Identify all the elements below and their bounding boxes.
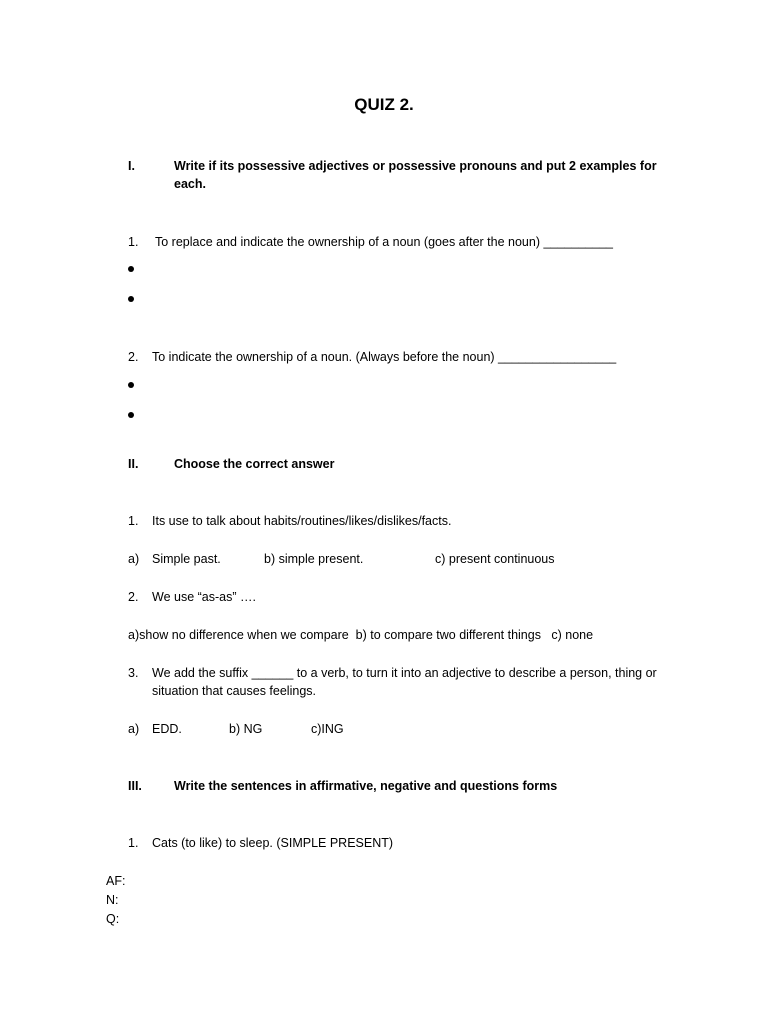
section-2-question-2-number: 2. [128, 590, 139, 604]
bullet-point [128, 266, 134, 272]
section-3-heading: Write the sentences in affirmative, negative and questions forms [174, 779, 558, 793]
section-2-numeral: II. [128, 457, 139, 471]
section-2-question-1-text: Its use to talk about habits/routines/likes/dislikes/facts. [152, 514, 452, 528]
section-1-question-2-text: To indicate the ownership of a noun. (Always before the noun) _________________ [152, 350, 617, 364]
section-1-question-1-text: To replace and indicate the ownership of a noun (goes after the noun) __________ [155, 235, 613, 249]
section-1-question-1-number: 1. [128, 235, 139, 249]
negative-label: N: [106, 893, 119, 907]
section-2-question-1-number: 1. [128, 514, 139, 528]
section-1-numeral: I. [128, 159, 135, 173]
section-3-question-1-text: Cats (to like) to sleep. (SIMPLE PRESENT) [152, 836, 394, 850]
section-2-heading: Choose the correct answer [174, 457, 335, 471]
section-1-question-2-number: 2. [128, 350, 139, 364]
section-2-question-3-number: 3. [128, 666, 139, 680]
bullet-point [128, 382, 134, 388]
section-3-numeral: III. [128, 779, 142, 793]
option-a: EDD. [152, 722, 182, 736]
bullet-point [128, 296, 134, 302]
question-label: Q: [106, 912, 120, 926]
option-b: b) simple present. [264, 552, 364, 566]
bullet-point [128, 412, 134, 418]
section-1-heading: Write if its possessive adjectives or possessive pronouns and put 2 examples for each. [174, 159, 657, 191]
section-3-question-1-number: 1. [128, 836, 139, 850]
option-a-label: a) [128, 552, 140, 566]
option-c: c) present continuous [435, 552, 555, 566]
section-2-question-3-text: We add the suffix ______ to a verb, to turn it into an adjective to describe a person, thing or situation that causes feelings. [152, 666, 657, 698]
section-2-question-2-text: We use “as-as” …. [152, 590, 256, 604]
option-a: Simple past. [152, 552, 221, 566]
option-a-label: a) [128, 722, 140, 736]
option-b: b) NG [229, 722, 263, 736]
affirmative-label: AF: [106, 874, 126, 888]
page-title: QUIZ 2. [354, 95, 414, 114]
question-2-options: a)show no difference when we compare b) to compare two different things c) none [128, 628, 594, 642]
option-c: c)ING [311, 722, 344, 736]
